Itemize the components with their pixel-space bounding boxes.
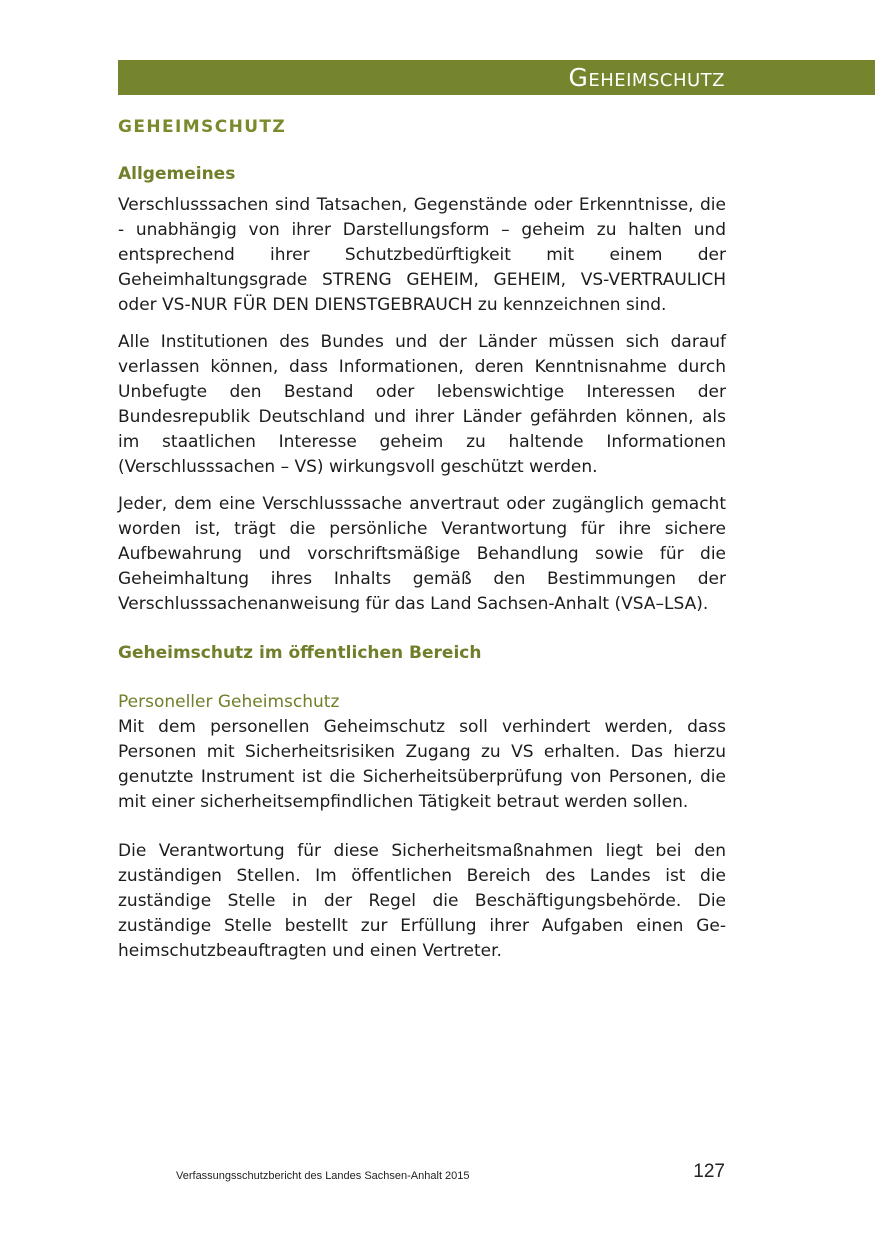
heading-public-sector: Geheimschutz im öffentlichen Bereich — [118, 643, 482, 663]
main-content — [118, 115, 726, 964]
paragraph-personnel-1: Mit dem personellen Geheimschutz soll verhindert werden, dass Personen mit Sicherheitsrisiken Zugang zu VS erhalten. Das hierzu genutzte Instrument ist die Sicherheitsüberprüfung von Personen, die mit einer sicherheitsempfindlichen Tätigkeit betraut werden sollen. — [118, 717, 726, 812]
header-title: Geheimschutz — [568, 63, 725, 92]
paragraph-personnel-2: Die Verantwortung für diese Sicherheitsmaßnahmen liegt bei den zuständigen Stellen. Im öffentlichen Bereich des Landes ist die zuständige Stelle in der Regel die Beschäftigungsbehörde. Die zuständige Stelle bestellt zur Erfüllung ihrer Aufgaben einen Geheimschutzbeauftragten und einen Vertreter. — [118, 841, 726, 961]
footer-text: Verfassungsschutzbericht des Landes Sachsen-Anhalt 2015 — [176, 1170, 470, 1182]
paragraph-general-2: Alle Institutionen des Bundes und der Länder müssen sich darauf verlassen können, dass Informationen, deren Kenntnisnahme durch Unbefugte den Bestand oder lebenswichtige Interessen der Bundesrepublik Deutschland und ihrer Länder gefährden können, als im staatlichen Interesse geheim zu haltende Informationen (Verschlusssachen – VS) wirkungsvoll geschützt werden. — [118, 332, 726, 477]
section-title: GEHEIMSCHUTZ — [118, 117, 287, 137]
heading-general: Allgemeines — [118, 164, 236, 184]
page-number: 127 — [693, 1161, 725, 1182]
heading-personnel: Personeller Geheimschutz — [118, 692, 340, 712]
paragraph-general-3: Jeder, dem eine Verschlusssache anvertraut oder zugänglich gemacht worden ist, trägt die persönliche Verantwortung für ihre sichere Aufbewahrung und vorschriftsmäßige Behandlung sowie für die Geheimhaltung ihres Inhalts gemäß den Bestimmungen der Verschlusssachenanweisung für das Land Sachsen-Anhalt (VSA–LSA). — [118, 494, 726, 614]
paragraph-general-1: Verschlusssachen sind Tatsachen, Gegenstände oder Erkenntnisse, die - unabhängig von ihrer Darstellungsform – geheim zu halten und entsprechend ihrer Schutzbedürftigkeit mit einem der Geheimhaltungsgrade STRENG GEHEIM, GEHEIM, VS-VERTRAULICH oder VS-NUR FÜR DEN DIENSTGEBRAUCH zu kennzeichnen sind. — [118, 195, 726, 315]
header-bar — [118, 60, 875, 95]
